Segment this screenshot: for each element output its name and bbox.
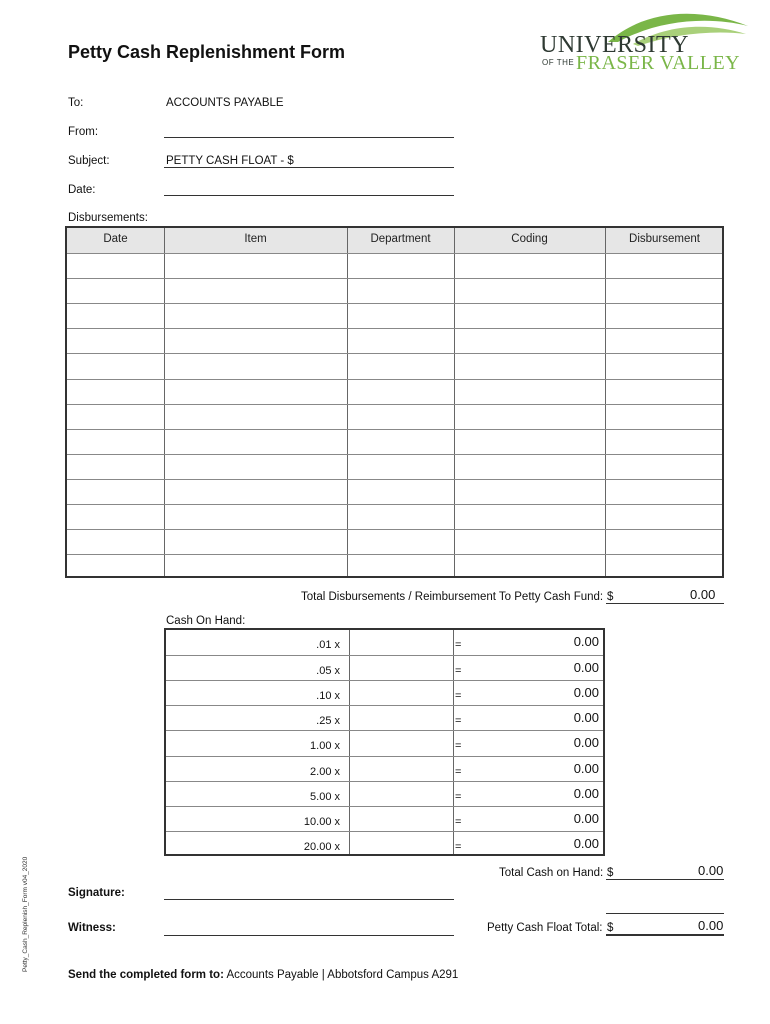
total-cash-label: Total Cash on Hand: [499,867,604,879]
float-total-line [606,934,724,936]
cash-row [166,730,603,756]
col-item: Item [244,233,267,245]
equals-sign: = [455,815,462,828]
table-row[interactable] [67,479,722,505]
total-disbursements-label: Total Disbursements / Reimbursement To Petty Cash Fund: [301,591,604,603]
total-cash-currency: $ [607,867,614,879]
col-department: Department [370,233,431,245]
to-label: To: [68,97,84,109]
denomination-label: .25 x [316,715,340,728]
table-row[interactable] [67,303,722,329]
cash-row [166,630,603,655]
equals-sign: = [455,740,462,753]
cash-row [166,781,603,807]
quantity-input[interactable] [350,681,452,705]
amount-value: 0.00 [573,710,599,726]
quantity-input[interactable] [350,807,452,831]
denomination-label: 2.00 x [310,765,340,778]
signature-field[interactable] [164,899,454,900]
cash-on-hand-label: Cash On Hand: [166,615,246,627]
equals-sign: = [455,665,462,678]
denomination-label: 5.00 x [310,790,340,803]
disbursements-label: Disbursements: [68,212,148,224]
table-header [67,228,722,254]
amount-value: 0.00 [573,685,599,701]
total-disbursements-line [606,603,724,604]
logo-line1: UNIVERSITY [540,32,689,58]
send-instructions [68,969,458,981]
amount-value: 0.00 [573,760,599,776]
witness-field[interactable] [164,935,454,936]
table-row[interactable] [67,353,722,379]
total-disbursements-value: 0.00 [690,587,716,602]
denomination-label: 20.00 x [303,840,340,853]
float-total-label: Petty Cash Float Total: [487,922,603,934]
disbursements-table [65,226,724,578]
quantity-input[interactable] [350,706,452,730]
float-total-currency: $ [607,922,614,934]
quantity-input[interactable] [350,630,452,654]
quantity-input[interactable] [350,731,452,755]
date-field[interactable] [164,195,454,196]
logo-of-the: OF THE [542,58,575,67]
quantity-input[interactable] [350,782,452,806]
cash-row [166,756,603,782]
signature-label: Signature: [68,887,125,899]
from-label: From: [68,126,99,138]
equals-sign: = [455,639,462,651]
equals-sign: = [455,790,462,803]
quantity-input[interactable] [350,832,452,856]
quantity-input[interactable] [350,757,452,781]
cash-row [166,705,603,731]
total-cash-line [606,879,724,880]
equals-sign: = [455,690,462,703]
logo-line2: FRASER VALLEY [576,52,741,74]
date-label: Date: [68,184,96,196]
table-row[interactable] [67,328,722,354]
table-row[interactable] [67,253,722,279]
amount-value: 0.00 [573,810,599,826]
cash-row [166,655,603,681]
total-cash-value: 0.00 [698,863,724,878]
send-label: Send the completed form to: [68,969,224,981]
quantity-input[interactable] [350,656,452,680]
university-logo [538,12,750,76]
float-total-value: 0.00 [698,918,724,933]
cash-on-hand-table [164,628,605,856]
table-row[interactable] [67,504,722,530]
subject-value: PETTY CASH FLOAT - $ [166,155,294,167]
table-row[interactable] [67,404,722,430]
equals-sign: = [455,715,462,728]
table-row[interactable] [67,529,722,555]
equals-sign: = [455,765,462,778]
amount-value: 0.00 [573,735,599,751]
amount-value: 0.00 [573,660,599,676]
amount-value: 0.00 [573,634,599,649]
cash-row [166,680,603,706]
table-row[interactable] [67,429,722,455]
denomination-label: 10.00 x [303,815,340,828]
col-coding: Coding [511,233,548,245]
table-row[interactable] [67,554,722,580]
col-disbursement: Disbursement [629,233,700,245]
subject-label: Subject: [68,155,110,167]
amount-value: 0.00 [573,785,599,801]
cash-row [166,831,603,857]
table-row[interactable] [67,454,722,480]
table-row[interactable] [67,379,722,405]
send-value: Accounts Payable | Abbotsford Campus A291 [226,969,459,981]
float-total-upper-line [606,913,724,914]
denomination-label: 1.00 x [310,740,340,753]
cash-row [166,806,603,832]
denomination-label: .01 x [316,639,340,651]
from-field[interactable] [164,137,454,138]
to-value: ACCOUNTS PAYABLE [166,97,284,109]
denomination-label: .10 x [316,690,340,703]
page-title: Petty Cash Replenishment Form [68,42,346,62]
form-version-code: Petty_Cash_Replenish_Form v04_2020 [22,856,29,972]
total-disbursements-currency: $ [607,591,614,603]
denomination-label: .05 x [316,665,340,678]
witness-label: Witness: [68,922,116,934]
amount-value: 0.00 [573,835,599,851]
col-date: Date [103,233,128,245]
table-row[interactable] [67,278,722,304]
subject-field[interactable] [164,167,454,168]
equals-sign: = [455,840,462,853]
